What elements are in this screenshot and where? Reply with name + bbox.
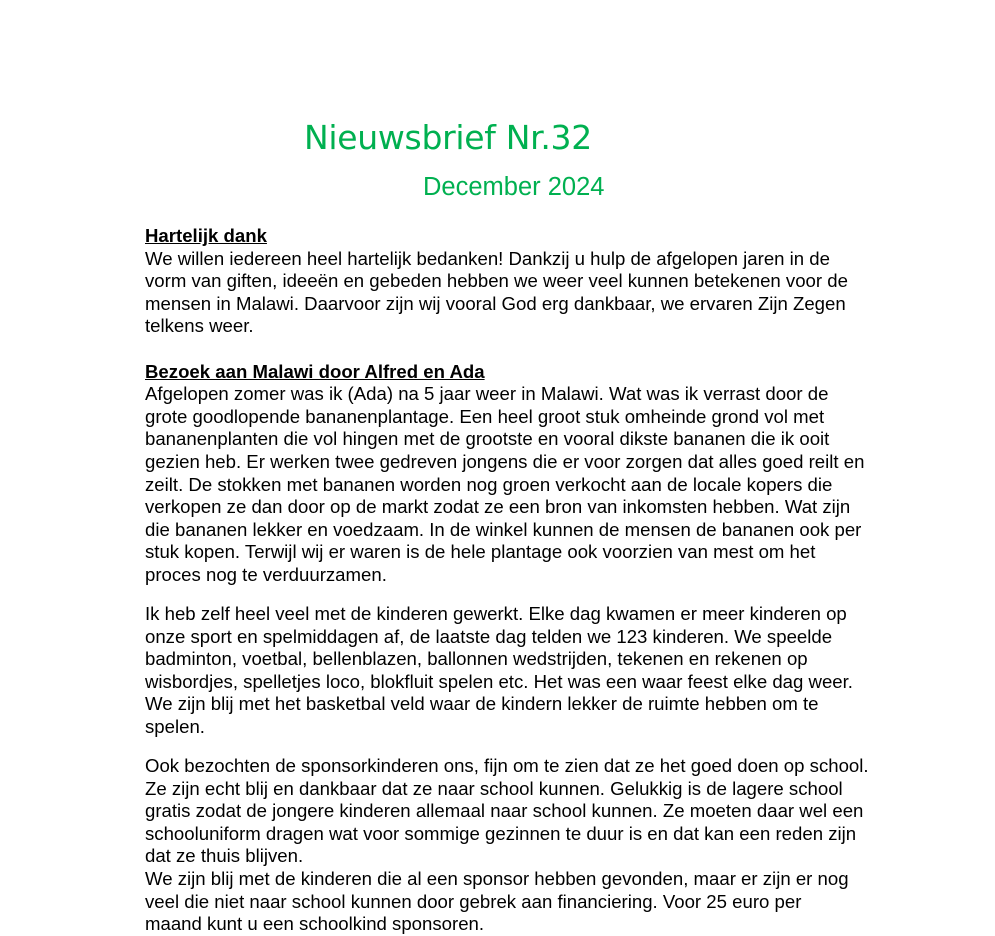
spacer — [145, 587, 935, 604]
newsletter-body — [145, 225, 935, 936]
text-line: maand kunt u een schoolkind sponsoren. — [145, 913, 485, 935]
text-line: onze sport en spelmiddagen af, de laatste dag telden we 123 kinderen. We speelde — [145, 625, 833, 647]
text-line: Ik heb zelf heel veel met de kinderen gewerkt. Elke dag kwamen er meer kinderen op — [145, 603, 847, 624]
text-line: wisbordjes, spelletjes loco, blokfluit spelen etc. Het was een waar feest elke dag weer. — [145, 670, 853, 692]
paragraph — [145, 755, 935, 936]
text-line: veel die niet naar school kunnen door gebrek aan financiering. Voor 25 euro per — [145, 890, 802, 912]
text-line: We willen iedereen heel hartelijk bedanken! Dankzij u hulp de afgelopen jaren in de — [145, 247, 830, 269]
text-line: die bananen lekker en voedzaam. In de winkel kunnen de mensen de bananen ook per — [145, 518, 862, 540]
text-line: dat ze thuis blijven. — [145, 845, 304, 867]
text-line: Afgelopen zomer was ik (Ada) na 5 jaar weer in Malawi. Wat was ik verrast door de — [145, 383, 829, 405]
text-line: gratis zodat de jongere kinderen allemaal naar school kunnen. Ze moeten daar wel een — [145, 800, 864, 822]
text-line: We zijn blij met het basketbal veld waar de kindern lekker de ruimte hebben om te — [145, 693, 819, 715]
spacer — [145, 739, 935, 756]
section-visit — [145, 361, 935, 936]
text-line: spelen. — [145, 715, 205, 737]
text-line: grote goodlopende bananenplantage. Een heel groot stuk omheinde grond vol met — [145, 405, 825, 427]
section-thanks — [145, 225, 935, 338]
text-line: Ook bezochten de sponsorkinderen ons, fijn om te zien dat ze het goed doen op school. — [145, 755, 869, 777]
text-line: stuk kopen. Terwijl wij er waren is de hele plantage ook voorzien van mest om het — [145, 541, 816, 563]
paragraph — [145, 603, 935, 739]
text-line: schooluniform dragen wat voor sommige gezinnen te duur is en dat kan een reden zijn — [145, 822, 857, 844]
spacer — [145, 338, 935, 361]
section-heading: Bezoek aan Malawi door Alfred en Ada — [145, 360, 485, 382]
text-line: We zijn blij met de kinderen die al een sponsor hebben gevonden, maar er zijn er nog — [145, 868, 849, 890]
newsletter-title: Nieuwsbrief Nr.32 — [304, 118, 592, 157]
text-line: mensen in Malawi. Daarvoor zijn wij vooral God erg dankbaar, we ervaren Zijn Zegen — [145, 292, 846, 314]
text-line: vorm van giften, ideeën en gebeden hebben we weer veel kunnen betekenen voor de — [145, 270, 848, 292]
text-line: gezien heb. Er werken twee gedreven jongens die er voor zorgen dat alles goed reilt en — [145, 450, 865, 472]
text-line: proces nog te verduurzamen. — [145, 563, 387, 585]
text-line: telkens weer. — [145, 315, 254, 337]
newsletter-date: December 2024 — [423, 173, 605, 201]
paragraph — [145, 383, 935, 586]
text-line: bananenplanten die vol hingen met de grootste en vooral dikste bananen die ik ooit — [145, 428, 830, 450]
text-line: verkopen ze dan door op de markt zodat ze een bron van inkomsten hebben. Wat zijn — [145, 496, 851, 518]
text-line: badminton, voetbal, bellenblazen, ballonnen wedstrijden, tekenen en rekenen op — [145, 648, 808, 670]
paragraph — [145, 248, 935, 338]
text-line: Ze zijn echt blij en dankbaar dat ze naar school kunnen. Gelukkig is de lagere school — [145, 777, 843, 799]
section-heading: Hartelijk dank — [145, 225, 267, 246]
text-line: zeilt. De stokken met bananen worden nog groen verkocht aan de locale kopers die — [145, 473, 833, 495]
